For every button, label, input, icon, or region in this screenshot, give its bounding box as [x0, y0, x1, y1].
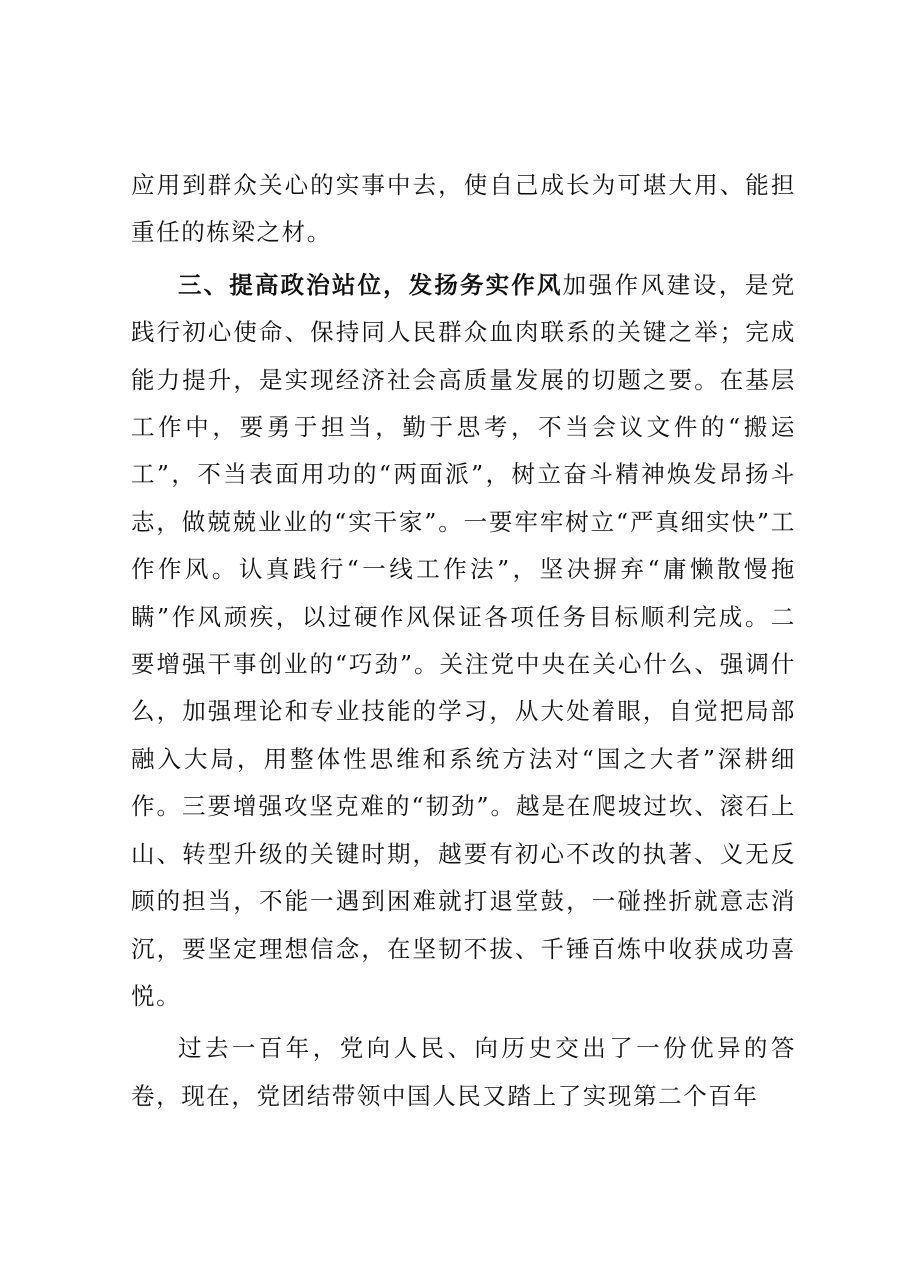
- paragraph-continuation: [131, 162, 796, 257]
- paragraph-text: 应用到群众关心的实事中去，使自己成长为可堪大用、能担重任的栋梁之材。: [131, 171, 796, 247]
- paragraph-section-three: [131, 262, 796, 1021]
- document-body: [131, 162, 796, 1120]
- paragraph-text: 加强作风建设，是党践行初心使命、保持同人民群众血肉联系的关键之举；完成能力提升，是实现经济社会高质量发展的切题之要。在基层工作中，要勇于担当，勤于思考，不当会议文件的“搬运工”，不当表面用功的“两面派”，树立奋斗精神焕发昂扬斗志，做兢兢业业的“实干家”。一要牢牢树立“严真细实快”工作作风。认真践行“一线工作法”，坚决摒弃“庸懒散慢拖瞒”作风顽疾，以过硬作风保证各项任务目标顺利完成。二要增强干事创业的“巧劲”。关注党中央在关心什么、强调什么，加强理论和专业技能的学习，从大处着眼，自觉把局部融入大局，用整体性思维和系统方法对“国之大者”深耕细作。三要增强攻坚克难的“韧劲”。越是在爬坡过坎、滚石上山、转型升级的关键时期，越要有初心不改的执著、义无反顾的担当，不能一遇到困难就打退堂鼓，一碰挫折就意志消沉，要坚定理想信念，在坚韧不拔、千锤百炼中收获成功喜悦。: [131, 270, 797, 1010]
- paragraph-closing: [131, 1025, 796, 1120]
- section-heading: 三、提高政治站位，发扬务实作风: [178, 270, 563, 299]
- paragraph-text: 过去一百年，党向人民、向历史交出了一份优异的答卷，现在，党团结带领中国人民又踏上了实现第二个百年: [131, 1034, 796, 1110]
